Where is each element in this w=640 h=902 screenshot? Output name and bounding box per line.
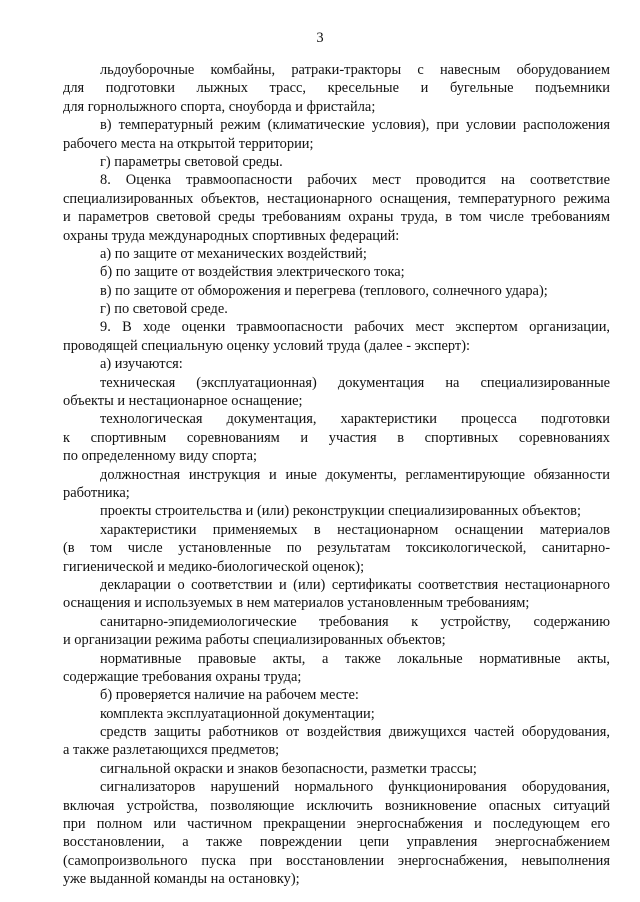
text-line: проводящей специальную оценку условий труда (далее - эксперт): bbox=[63, 337, 470, 354]
text-line: специализированных объектов, нестационарного оснащения, температурного режима bbox=[63, 190, 610, 207]
text-line: проекты строительства и (или) реконструкции специализированных объектов; bbox=[100, 503, 581, 520]
text-line: средств защиты работников от воздействия движущихся частей оборудования, bbox=[100, 724, 610, 741]
page-number: 3 bbox=[316, 30, 324, 46]
text-line: в) температурный режим (климатические условия), при условии расположения bbox=[100, 117, 610, 134]
text-line: техническая (эксплуатационная) документация на специализированные bbox=[100, 374, 610, 391]
text-line: г) по световой среде. bbox=[100, 301, 228, 318]
text-line: а) по защите от механических воздействий; bbox=[100, 245, 367, 262]
text-line: характеристики применяемых в нестационарном оснащении материалов bbox=[100, 521, 610, 538]
text-line: охраны труда международных спортивных федераций: bbox=[63, 227, 400, 244]
text-line: и организации режима работы специализированных объектов; bbox=[63, 632, 446, 649]
text-line: (самопроизвольного пуска при восстановлении энергоснабжения, невыполнения bbox=[63, 852, 610, 869]
text-line: б) по защите от воздействия электрического тока; bbox=[100, 264, 405, 281]
text-line: комплекта эксплуатационной документации; bbox=[100, 705, 375, 722]
text-line: нормативные правовые акты, а также локальные нормативные акты, bbox=[100, 650, 610, 667]
text-line: б) проверяется наличие на рабочем месте: bbox=[100, 687, 359, 704]
text-line: льдоуборочные комбайны, ратраки-тракторы с навесным оборудованием bbox=[100, 62, 610, 78]
text-line: (в том числе установленные по результатам токсикологической, санитарно- bbox=[63, 540, 610, 557]
text-line: для подготовки лыжных трасс, кресельные и бугельные подъемники bbox=[63, 80, 610, 97]
text-line: при полном или частичном прекращении энергоснабжения и последующем его bbox=[63, 816, 610, 833]
text-line: объекты и нестационарное оснащение; bbox=[63, 393, 303, 410]
text-line: санитарно-эпидемиологические требования к устройству, содержанию bbox=[100, 613, 610, 630]
text-line: включая устройства, позволяющие исключить возникновение опасных ситуаций bbox=[63, 797, 610, 814]
text-line: сигнальной окраски и знаков безопасности, разметки трассы; bbox=[100, 760, 477, 777]
text-line: должностная инструкция и иные документы, регламентирующие обязанности bbox=[100, 466, 610, 483]
document-body bbox=[63, 61, 610, 889]
text-line: оснащения и используемых в нем материалов установленным требованиям; bbox=[63, 595, 530, 612]
text-line: технологическая документация, характеристики процесса подготовки bbox=[100, 411, 610, 428]
text-line: а также разлетающихся предметов; bbox=[63, 742, 280, 759]
text-line: 9. В ходе оценки травмоопасности рабочих мест экспертом организации, bbox=[100, 319, 610, 336]
text-line: декларации о соответствии и (или) сертификаты соответствия нестационарного bbox=[100, 576, 610, 593]
text-line: рабочего места на открытой территории; bbox=[63, 135, 314, 152]
text-line: 8. Оценка травмоопасности рабочих мест проводится на соответствие bbox=[100, 172, 610, 189]
text-line: гигиенической и медико-биологической оценок); bbox=[63, 558, 365, 575]
text-line: работника; bbox=[63, 484, 130, 501]
text-line: к спортивным соревнованиям и участия в спортивных соревнованиях bbox=[63, 429, 610, 446]
text-line: уже выданной команды на остановку); bbox=[63, 871, 300, 888]
text-line: сигнализаторов нарушений нормального функционирования оборудования, bbox=[100, 779, 610, 796]
text-line: по определенному виду спорта; bbox=[63, 448, 258, 465]
text-line: восстановлении, а также повреждении цепи управления энергоснабжением bbox=[63, 834, 610, 851]
text-line: и параметров световой среды требованиям охраны труда, в том числе требованиям bbox=[63, 209, 610, 226]
text-line: а) изучаются: bbox=[100, 356, 183, 373]
text-line: для горнолыжного спорта, сноуборда и фристайла; bbox=[63, 98, 376, 115]
text-line: в) по защите от обморожения и перегрева (теплового, солнечного удара); bbox=[100, 282, 548, 299]
text-line: содержащие требования охраны труда; bbox=[63, 668, 302, 685]
text-line: г) параметры световой среды. bbox=[100, 153, 283, 170]
